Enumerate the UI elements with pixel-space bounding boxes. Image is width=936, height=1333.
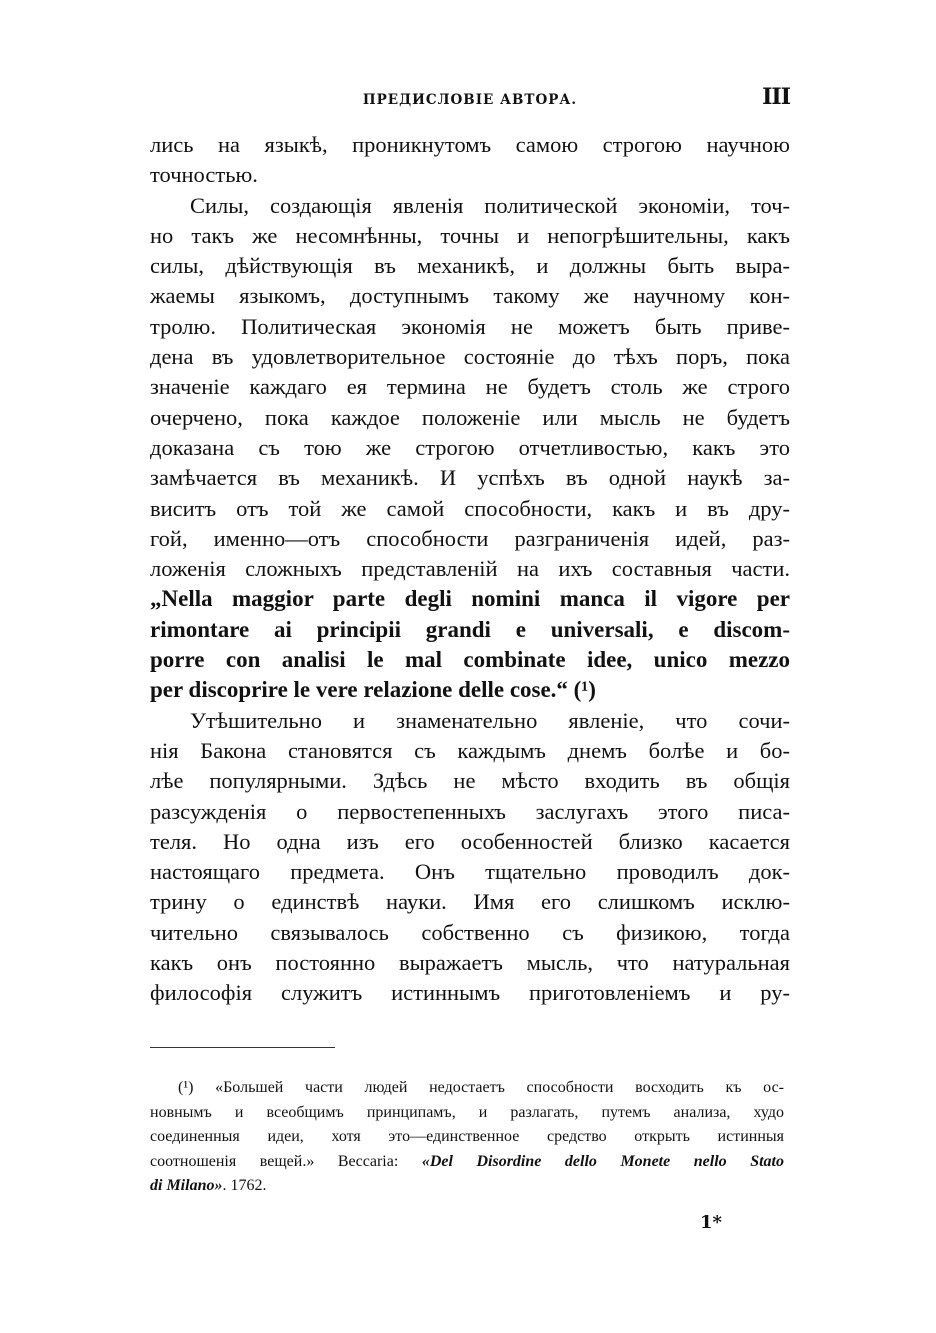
text-line: лись на языкѣ, проникнутомъ самою строгою научною (150, 132, 790, 157)
text-line: но такъ же несомнѣнны, точны и непогрѣшительны, какъ (150, 222, 790, 248)
running-title: ПРЕДИСЛОВІЕ АВТОРА. (362, 92, 578, 108)
paragraph-3 (150, 706, 790, 1009)
text-line: замѣчается въ механикѣ. И успѣхъ въ одной наукѣ за- (150, 465, 790, 491)
text-line: виситъ отъ той же самой способности, какъ и въ дру- (150, 495, 790, 521)
text-line: силы, дѣйствующія въ механикѣ, и должны быть выра- (150, 253, 790, 279)
text-line: какъ онъ постоянно выражаетъ мысль, что натуральная (150, 950, 790, 976)
text-line: гой, именно—отъ способности разграниченія идей, раз- (150, 525, 790, 551)
quote-line: per discoprire le vere relazione delle cose.“ (¹) (150, 677, 596, 703)
body-text (150, 130, 790, 1009)
text-line: тролю. Политическая экономія не можетъ быть приве- (150, 313, 790, 339)
footnote (150, 1076, 784, 1199)
quote-line: porre con analisi le mal combinate idee, unico mezzo (150, 647, 790, 673)
footnote-line-5 (150, 1174, 784, 1199)
footnote-year: . 1762. (222, 1177, 267, 1194)
paragraph-1 (150, 130, 790, 191)
text-line: жаемы языкомъ, доступнымъ такому же научному кон- (150, 283, 790, 309)
quote-line: „Nella maggior parte degli nomini manca il vigore per (150, 586, 790, 612)
text-line: точностью. (150, 162, 258, 188)
paragraph-2 (150, 191, 790, 585)
footnote-line-4 (150, 1150, 784, 1175)
footnote-line: соединенныя идеи, хотя это—единственное средство открыть истинныя (150, 1128, 784, 1145)
footnote-citation: «Del Disordine dello Monete nello Stato (421, 1152, 784, 1170)
footnote-citation-end: di Milano» (150, 1177, 223, 1194)
text-line: Силы, создающія явленія политической экономіи, точ- (190, 192, 790, 218)
text-line: доказана съ тою же строгою отчетливостью, какъ это (150, 434, 790, 460)
text-line: теля. Но одна изъ его особенностей близко касается (150, 828, 790, 854)
text-line: философія служитъ истиннымъ приготовленіемъ и ру- (150, 980, 790, 1006)
text-line: трину о единствѣ науки. Имя его слишкомъ исклю- (150, 889, 790, 915)
quote-line: rimontare ai principii grandi e universali, e discom- (150, 616, 790, 642)
page-number: III (762, 84, 790, 110)
text-line: значеніе каждаго ея термина не будетъ столь же строго (150, 374, 790, 400)
text-line: ложенія сложныхъ представленій на ихъ составныя части. (150, 556, 790, 582)
text-line: очерчено, пока каждое положеніе или мысль не будетъ (150, 404, 790, 430)
text-line: чительно связывалось собственно съ физикою, тогда (150, 919, 790, 945)
footnote-line: новнымъ и всеобщимъ принципамъ, и разлагать, путемъ анализа, худо (150, 1103, 784, 1121)
running-head (150, 84, 790, 112)
text-line: настоящаго предмета. Онъ тщательно проводилъ док- (150, 859, 790, 885)
footnote-line: (¹) «Большей части людей недостаетъ способности восходить къ ос- (178, 1079, 784, 1096)
italian-quote (150, 584, 790, 705)
text-line: нія Бакона становятся съ каждымъ днемъ болѣе и бо- (150, 737, 790, 763)
footnote-divider (150, 1047, 335, 1048)
text-line: лѣе популярными. Здѣсь не мѣсто входить въ общія (150, 768, 790, 794)
text-line: Утѣшительно и знаменательно явленіе, что сочи- (190, 707, 790, 733)
signature-mark: 1* (700, 1212, 722, 1233)
text-line: дена въ удовлетворительное состояніе до тѣхъ поръ, пока (150, 344, 790, 370)
footnote-text: соотношенія вещей.» Beccaria: (150, 1152, 422, 1170)
text-line: разсужденія о первостепенныхъ заслугахъ этого писа- (150, 798, 790, 824)
